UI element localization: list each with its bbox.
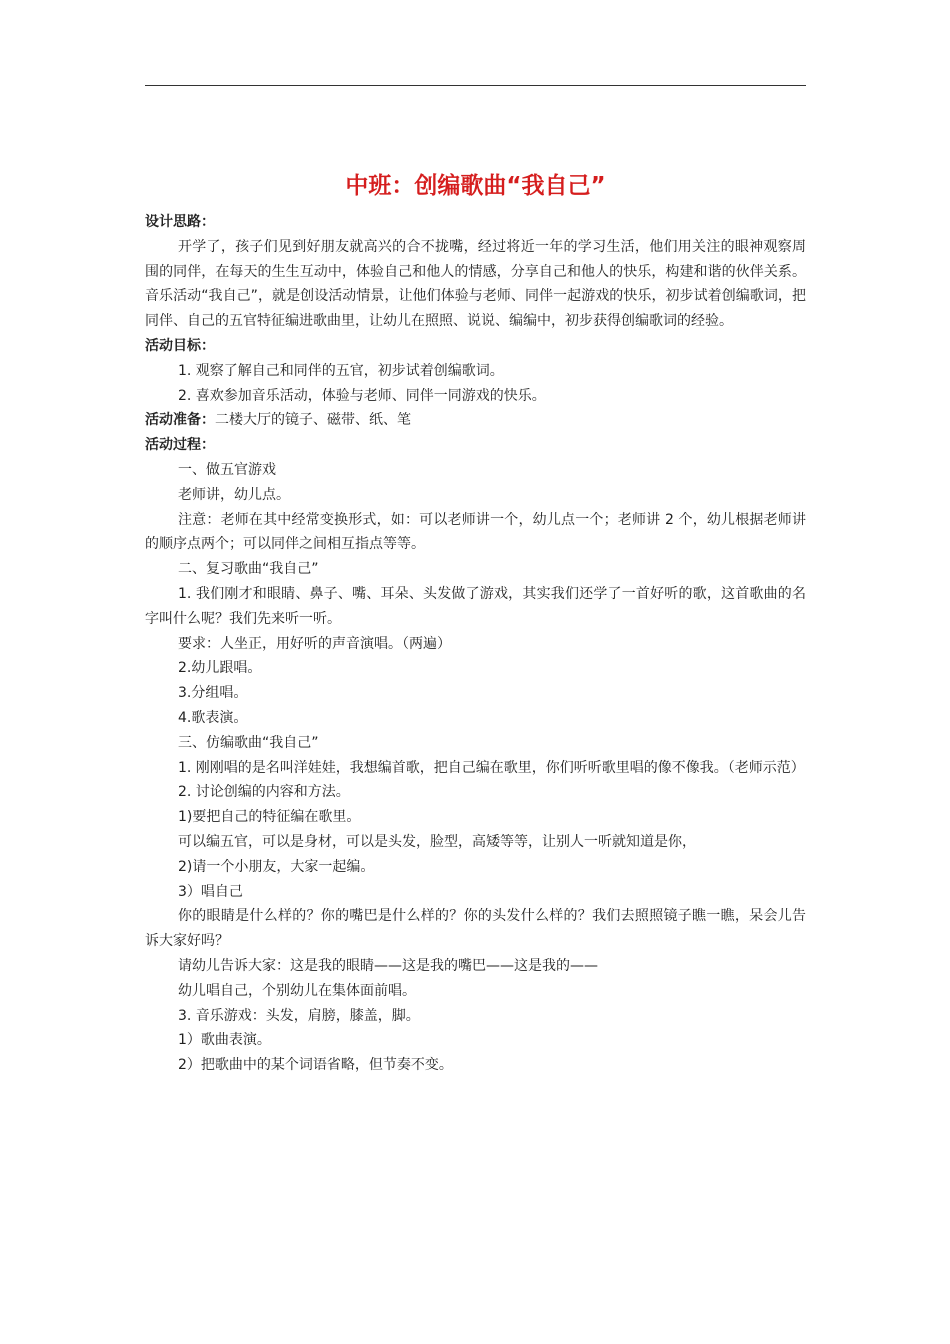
section-label: 活动准备：: [145, 412, 215, 429]
paragraph-text: 1. 观察了解自己和同伴的五官，初步试着创编歌词。: [178, 362, 504, 379]
paragraph-text: 一、做五官游戏: [178, 461, 276, 478]
paragraph-text: 3.分组唱。: [178, 685, 248, 702]
paragraph-text: 3. 音乐游戏：头发，肩膀，膝盖，脚。: [178, 1007, 420, 1024]
paragraph-text: 1. 我们刚才和眼睛、鼻子、嘴、耳朵、头发做了游戏，其实我们还学了一首好听的歌，这首歌曲的名字叫什么呢？我们先来听一听。: [145, 585, 806, 627]
section-heading: [145, 433, 806, 458]
paragraph-text: 注意：老师在其中经常变换形式，如：可以老师讲一个，幼儿点一个；老师讲 2 个，幼儿根据老师讲的顺序点两个；可以同伴之间相互指点等等。: [145, 511, 806, 553]
body-paragraph: [145, 681, 806, 706]
body-paragraph: [145, 1004, 806, 1029]
body-paragraph: [145, 508, 806, 558]
body-paragraph: [145, 706, 806, 731]
body-paragraph: [145, 632, 806, 657]
body-paragraph: [145, 235, 806, 334]
document-title: 中班：创编歌曲“我自己”: [345, 173, 606, 199]
section-label: 活动目标：: [145, 337, 215, 354]
paragraph-text: 幼儿唱自己，个别幼儿在集体面前唱。: [178, 982, 416, 999]
body-paragraph: [145, 359, 806, 384]
paragraph-text: 开学了，孩子们见到好朋友就高兴的合不拢嘴，经过将近一年的学习生活，他们用关注的眼神观察周围的同伴，在每天的生生互动中，体验自己和他人的情感，分享自己和他人的快乐，构建和谐的伙伴关系。音乐活动“我自己”，就是创设活动情景，让他们体验与老师、同伴一起游戏的快乐，初步试着创编歌词，把同伴、自己的五官特征编进歌曲里，让幼儿在照照、说说、编编中，初步获得创编歌词的经验。: [145, 238, 806, 330]
body-paragraph: [145, 904, 806, 954]
paragraph-text: 1. 刚刚唱的是名叫洋娃娃，我想编首歌，把自己编在歌里，你们听听歌里唱的像不像我。（老师示范）: [178, 759, 805, 776]
paragraph-text: 2.幼儿跟唱。: [178, 660, 262, 677]
body-paragraph: [145, 855, 806, 880]
paragraph-text: 2）把歌曲中的某个词语省略，但节奏不变。: [178, 1057, 453, 1074]
paragraph-text: 要求：人坐正，用好听的声音演唱。（两遍）: [178, 635, 451, 652]
paragraph-text: 3）唱自己: [178, 883, 243, 900]
body-paragraph: [145, 384, 806, 409]
body-paragraph: [145, 830, 806, 855]
body-paragraph: [145, 979, 806, 1004]
body-paragraph: [145, 458, 806, 483]
section-heading: [145, 210, 806, 235]
body-paragraph: [145, 756, 806, 781]
paragraph-text: 请幼儿告诉大家：这是我的眼睛——这是我的嘴巴——这是我的——: [178, 957, 598, 974]
body-paragraph: [145, 954, 806, 979]
paragraph-text: 2)请一个小朋友，大家一起编。: [178, 858, 375, 875]
section-label: 活动过程：: [145, 437, 215, 454]
section-heading: [145, 408, 806, 433]
body-paragraph: [145, 557, 806, 582]
paragraph-text: 你的眼睛是什么样的？你的嘴巴是什么样的？你的头发什么样的？我们去照照镜子瞧一瞧，呆会儿告诉大家好吗？: [145, 908, 806, 950]
document-body: [145, 210, 806, 1078]
header-rule: [145, 85, 806, 86]
paragraph-text: 1）歌曲表演。: [178, 1032, 271, 1049]
body-paragraph: [145, 656, 806, 681]
body-paragraph: [145, 780, 806, 805]
paragraph-text: 2. 讨论创编的内容和方法。: [178, 784, 350, 801]
body-paragraph: [145, 731, 806, 756]
paragraph-text: 4.歌表演。: [178, 709, 248, 726]
body-paragraph: [145, 805, 806, 830]
paragraph-text: 二楼大厅的镜子、磁带、纸、笔: [215, 412, 411, 429]
paragraph-text: 老师讲，幼儿点。: [178, 486, 290, 503]
section-label: 设计思路：: [145, 214, 215, 230]
body-paragraph: [145, 1053, 806, 1078]
body-paragraph: [145, 582, 806, 632]
paragraph-text: 1)要把自己的特征编在歌里。: [178, 809, 361, 826]
body-paragraph: [145, 1028, 806, 1053]
section-heading: [145, 334, 806, 359]
paragraph-text: 二、复习歌曲“我自己”: [178, 561, 319, 578]
paragraph-text: 可以编五官，可以是身材，可以是头发，脸型，高矮等等，让别人一听就知道是你，: [178, 833, 696, 850]
body-paragraph: [145, 880, 806, 905]
paragraph-text: 2. 喜欢参加音乐活动，体验与老师、同伴一同游戏的快乐。: [178, 387, 546, 404]
body-paragraph: [145, 483, 806, 508]
paragraph-text: 三、仿编歌曲“我自己”: [178, 734, 319, 751]
